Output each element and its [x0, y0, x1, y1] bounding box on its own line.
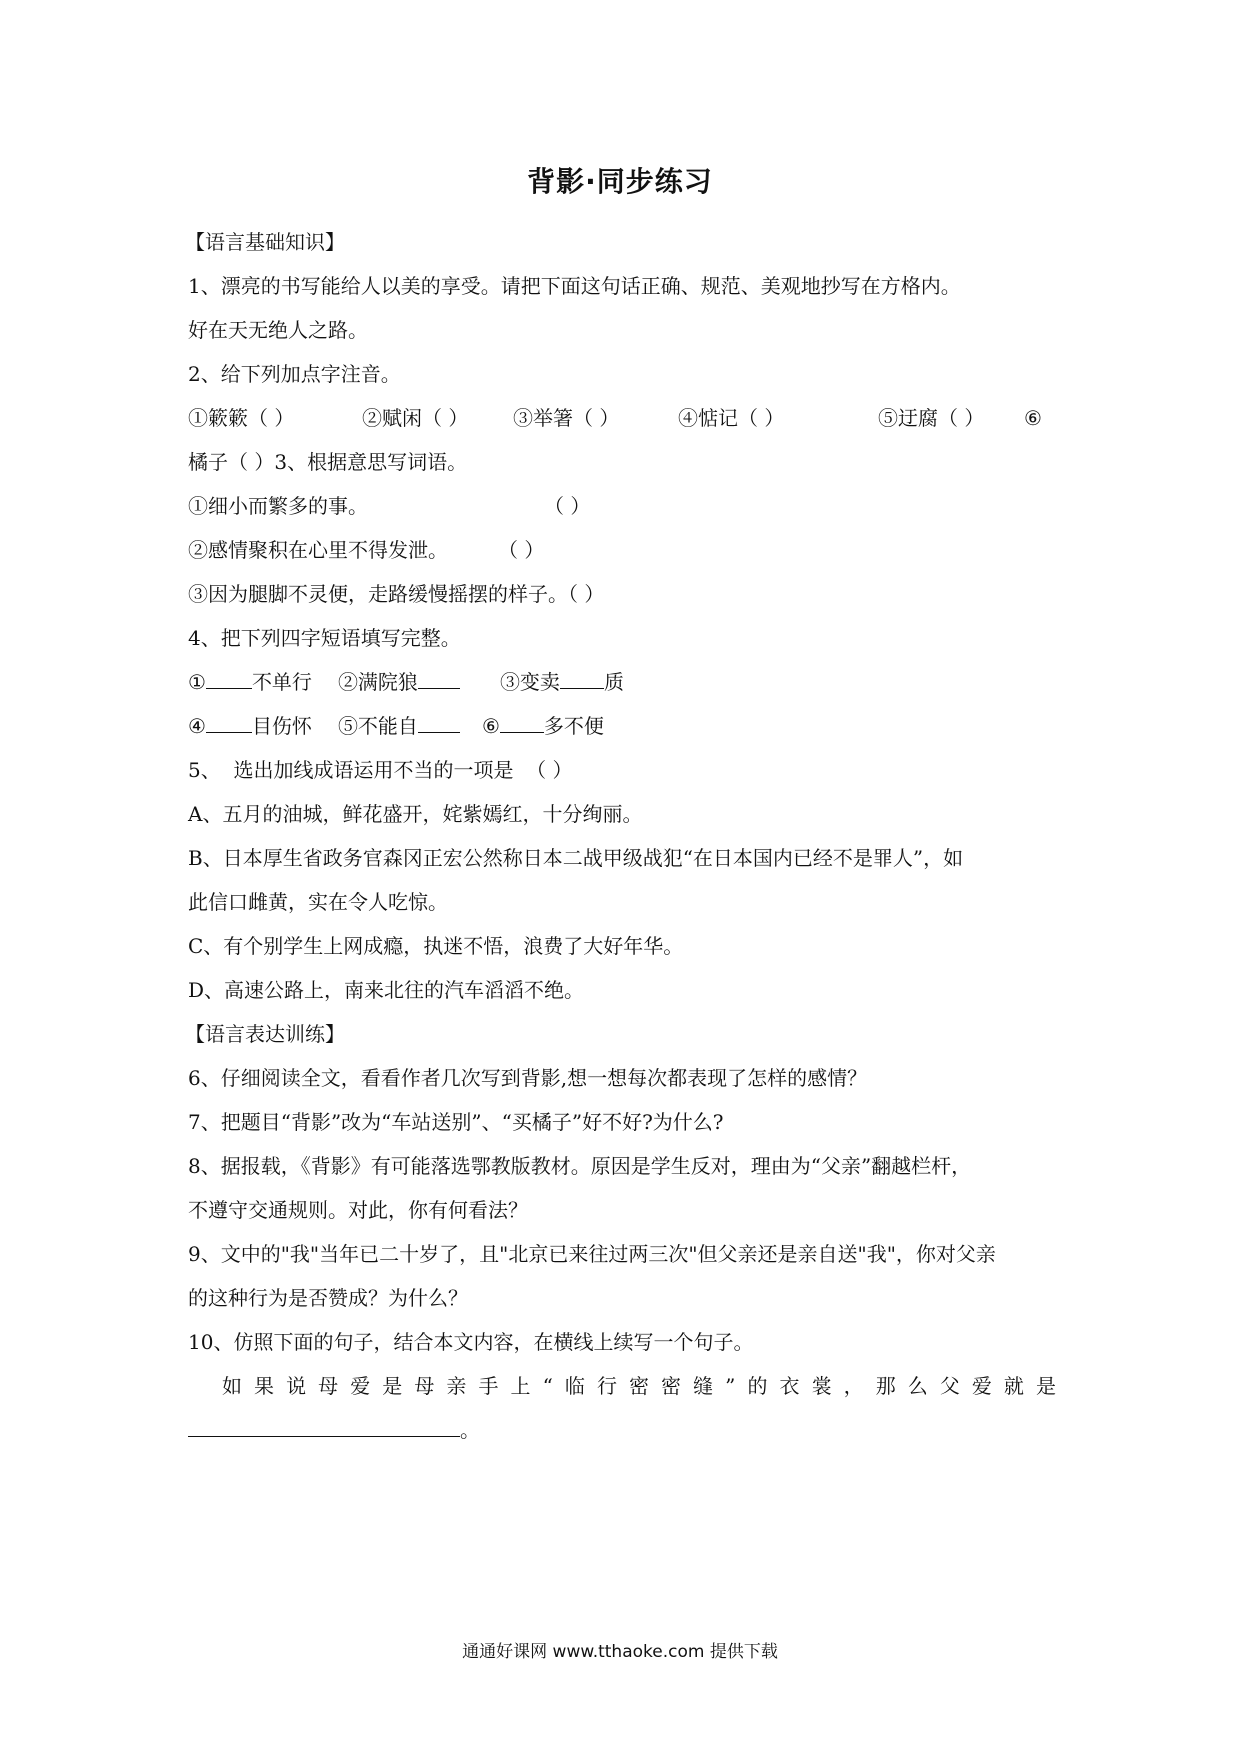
fill-blank[interactable]: [560, 668, 604, 689]
question-8-line-1: 8、据报载，《背影》有可能落选鄂教版教材。原因是学生反对，理由为“父亲”翻越栏杆，: [188, 1154, 972, 1178]
fill-blank[interactable]: [206, 712, 252, 733]
fill-blank[interactable]: [206, 668, 252, 689]
q2-item-1: ①簌簌（ ）: [188, 406, 295, 430]
question-2: 2、给下列加点字注音。: [188, 362, 401, 386]
q2-item-2: ②赋闲（ ）: [362, 406, 469, 430]
q5-option-a: A、五月的油城，鲜花盛开，姹紫嫣红，十分绚丽。: [188, 802, 643, 826]
q2-item-3: ③举箸（ ）: [513, 406, 620, 430]
q2-item-5: ⑤迂腐（ ）: [878, 406, 985, 430]
fill-blank[interactable]: [418, 668, 460, 689]
fill-blank[interactable]: [500, 712, 544, 733]
q10-answer-line: 。: [188, 1416, 480, 1444]
q10-example-sentence: 如果说母爱是母亲手上“临行密密缝”的衣裳，那么父爱就是: [222, 1374, 1056, 1398]
question-1-sentence: 好在天无绝人之路。: [188, 318, 368, 342]
q2-continuation: 橘子（ ）3、根据意思写词语。: [188, 450, 468, 474]
question-10: 10、仿照下面的句子，结合本文内容，在横线上续写一个句子。: [188, 1330, 754, 1354]
question-9-line-2: 的这种行为是否赞成？为什么？: [188, 1286, 468, 1310]
fill-blank[interactable]: [418, 712, 460, 733]
page-title: 背影·同步练习: [527, 165, 713, 198]
question-6: 6、仔细阅读全文，看看作者几次写到背影,想一想每次都表现了怎样的感情？: [188, 1066, 868, 1090]
q3-item-2: ②感情聚积在心里不得发泄。: [188, 538, 448, 562]
question-9-line-1: 9、文中的"我"当年已二十岁了，且"北京已来往过两三次"但父亲还是亲自送"我"，你对父亲: [188, 1242, 996, 1266]
footer-credit: 通通好课网 www.tthaoke.com 提供下载: [462, 1642, 778, 1662]
question-8-line-2: 不遵守交通规则。对此，你有何看法？: [188, 1198, 528, 1222]
answer-blank[interactable]: [188, 1416, 460, 1437]
q4-row-1: ① 不单行 ②满院狼 ③变卖 质: [188, 670, 624, 694]
q2-item-6: ⑥: [1024, 406, 1042, 430]
q5-option-b-line-2: 此信口雌黄，实在令人吃惊。: [188, 890, 448, 914]
section-heading-basic: 【语言基础知识】: [185, 230, 345, 254]
q3-bracket-1: （ ）: [544, 494, 591, 518]
q5-option-c: C、有个别学生上网成瘾，执迷不悟，浪费了大好年华。: [188, 934, 684, 958]
q3-item-3: ③因为腿脚不灵便，走路缓慢摇摆的样子。（ ）: [188, 582, 605, 606]
question-4: 4、把下列四字短语填写完整。: [188, 626, 461, 650]
q2-item-4: ④惦记（ ）: [678, 406, 785, 430]
q4-row-2: ④ 目伤怀 ⑤不能自 ⑥ 多不便: [188, 714, 604, 738]
question-5: 5、 选出加线成语运用不当的一项是 （ ）: [188, 758, 573, 782]
q5-option-d: D、高速公路上，南来北往的汽车滔滔不绝。: [188, 978, 585, 1002]
section-heading-expression: 【语言表达训练】: [185, 1022, 345, 1046]
question-1: 1、漂亮的书写能给人以美的享受。请把下面这句话正确、规范、美观地抄写在方格内。: [188, 274, 961, 298]
q3-bracket-2: （ ）: [498, 538, 545, 562]
q3-item-1: ①细小而繁多的事。: [188, 494, 368, 518]
question-7: 7、把题目“背影”改为“车站送别”、“买橘子”好不好?为什么?: [188, 1110, 724, 1134]
q5-option-b-line-1: B、日本厚生省政务官森冈正宏公然称日本二战甲级战犯“在日本国内已经不是罪人”，如: [188, 846, 964, 870]
